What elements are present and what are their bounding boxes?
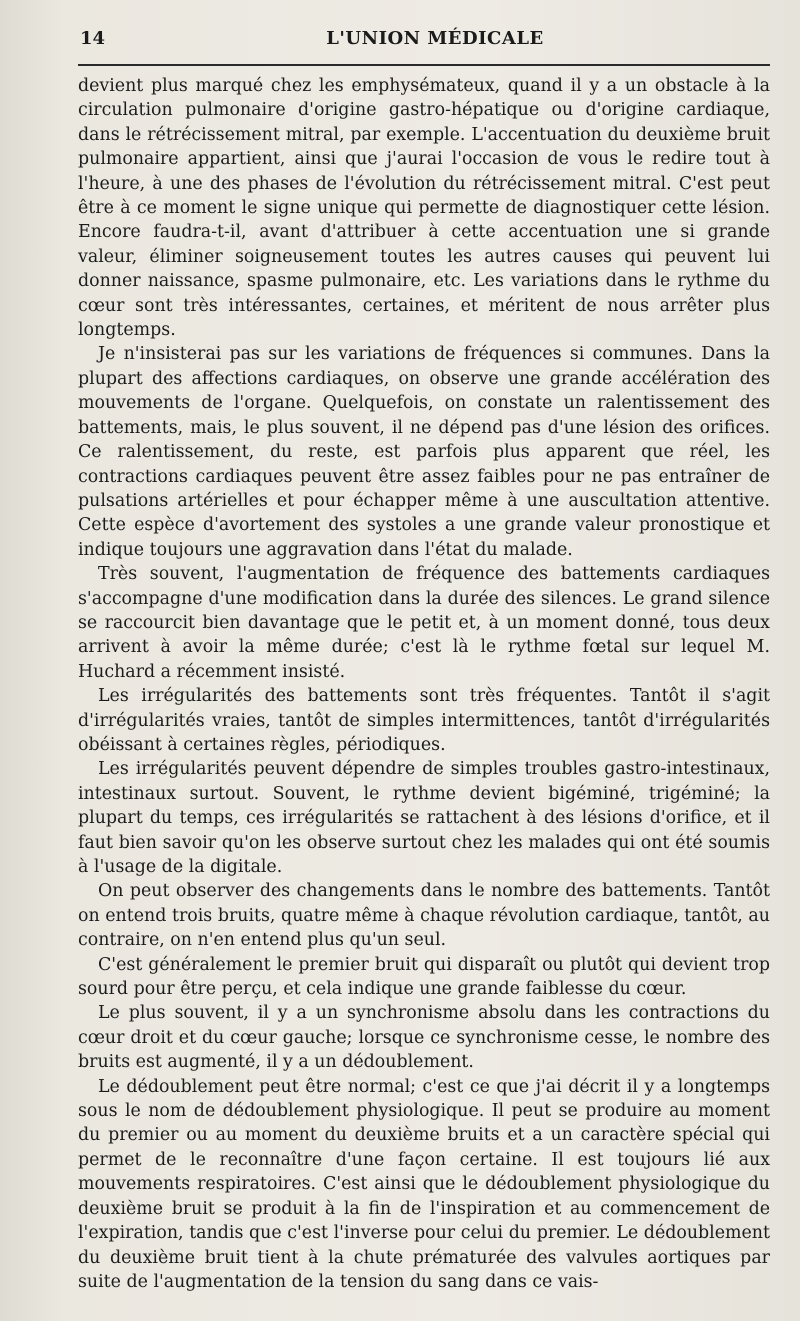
paragraph-irregularities: Les irrégularités des battements sont très fréquentes. Tantôt il s'agit d'irrégularités vraies, tantôt de simples intermittences, tantôt d'irrégularités obéissant à certaines règles, périodiques.: [78, 686, 770, 755]
paragraph-beat-count: On peut observer des changements dans le nombre des battements. Tantôt on entend trois bruits, quatre même à chaque révolution cardiaque, tantôt, au contraire, on n'en entend plus qu'un seul.: [78, 881, 770, 951]
paragraph-frequency-variations: Je n'insisterai pas sur les variations de fréquences si communes. Dans la plupart des affections cardiaques, on observe une grande accélération des mouvements de l'organe. Quelquefois, on constate un ralentissement des battements, mais, le plus souvent, il ne dépend pas d'une lésion des orifices. Ce ralentissement, du reste, est parfois plus apparent que réel, les contractions cardiaques peuvent être assez faibles pour ne pas entraîner de pulsations artérielles et pour échapper même à une auscultation attentive. Cette espèce d'avortement des systoles a une grande valeur pronostique et indique toujours une aggravation dans l'état du malade.: [78, 344, 770, 560]
paragraph-doubling: Le dédoublement peut être normal; c'est ce que j'ai décrit il y a longtemps sous le nom de dédoublement physiologique. Il peut se produire au moment du premier ou au moment du deuxième bruits et a un caractère spécial qui permet de le reconnaître d'une façon certaine. Il est toujours lié aux mouvements respiratoires. C'est ainsi que le dédoublement physiologique du deuxième bruit se produit à la fin de l'inspiration et au commencement de l'expiration, tandis que c'est l'inverse pour celui du premier. Le dédoublement du deuxième bruit tient à la chute prématurée des valvules aortiques par suite de l'augmentation de la tension du sang dans ce vais-: [78, 1076, 770, 1292]
paragraph-first-sound: C'est généralement le premier bruit qui disparaît ou plutôt qui devient trop sourd pour être perçu, et cela indique une grande faiblesse du cœur.: [78, 954, 770, 1000]
body-text: [78, 74, 770, 1294]
paragraph-irregularity-causes: Les irrégularités peuvent dépendre de simples troubles gastro-intestinaux, intestinaux surtout. Souvent, le rythme devient bigéminé, trigéminé; la plupart du temps, ces irrégularités se rattachent à des lésions d'orifice, et il faut bien savoir qu'on les observe surtout chez les malades qui ont été soumis à l'usage de la digitale.: [78, 759, 770, 877]
paragraph-fetal-rhythm: Très souvent, l'augmentation de fréquence des battements cardiaques s'accompagne d'une modification dans la durée des silences. Le grand silence se raccourcit bien davantage que le petit et, à un moment donné, tous deux arrivent à avoir la même durée; c'est là le rythme fœtal sur lequel M. Huchard a récemment insisté.: [78, 564, 770, 682]
running-title: L'UNION MÉDICALE: [326, 28, 544, 49]
page-header: [78, 24, 770, 58]
header-rule: [78, 64, 770, 66]
paragraph-synchronism: Le plus souvent, il y a un synchronisme absolu dans les contractions du cœur droit et du cœur gauche; lorsque ce synchronisme cesse, le nombre des bruits est augmenté, il y a un dédoublement.: [78, 1003, 770, 1073]
paragraph-continuation: devient plus marqué chez les emphysémateux, quand il y a un obstacle à la circulation pulmonaire d'origine gastro-hépatique ou d'origine cardiaque, dans le rétrécissement mitral, par exemple. L'accentuation du deuxième bruit pulmonaire appartient, ainsi que j'aurai l'occasion de vous le redire tout à l'heure, à une des phases de l'évolution du rétrécissement mitral. C'est peut être à ce moment le signe unique qui permette de diagnostiquer cette lésion. Encore faudra-t-il, avant d'attribuer à cette accentuation une si grande valeur, éliminer soigneusement toutes les autres causes qui peuvent lui donner naissance, spasme pulmonaire, etc. Les variations dans le rythme du cœur sont très intéressantes, certaines, et méritent de nous arrêter plus longtemps.: [78, 76, 770, 341]
page-number: 14: [80, 28, 106, 49]
